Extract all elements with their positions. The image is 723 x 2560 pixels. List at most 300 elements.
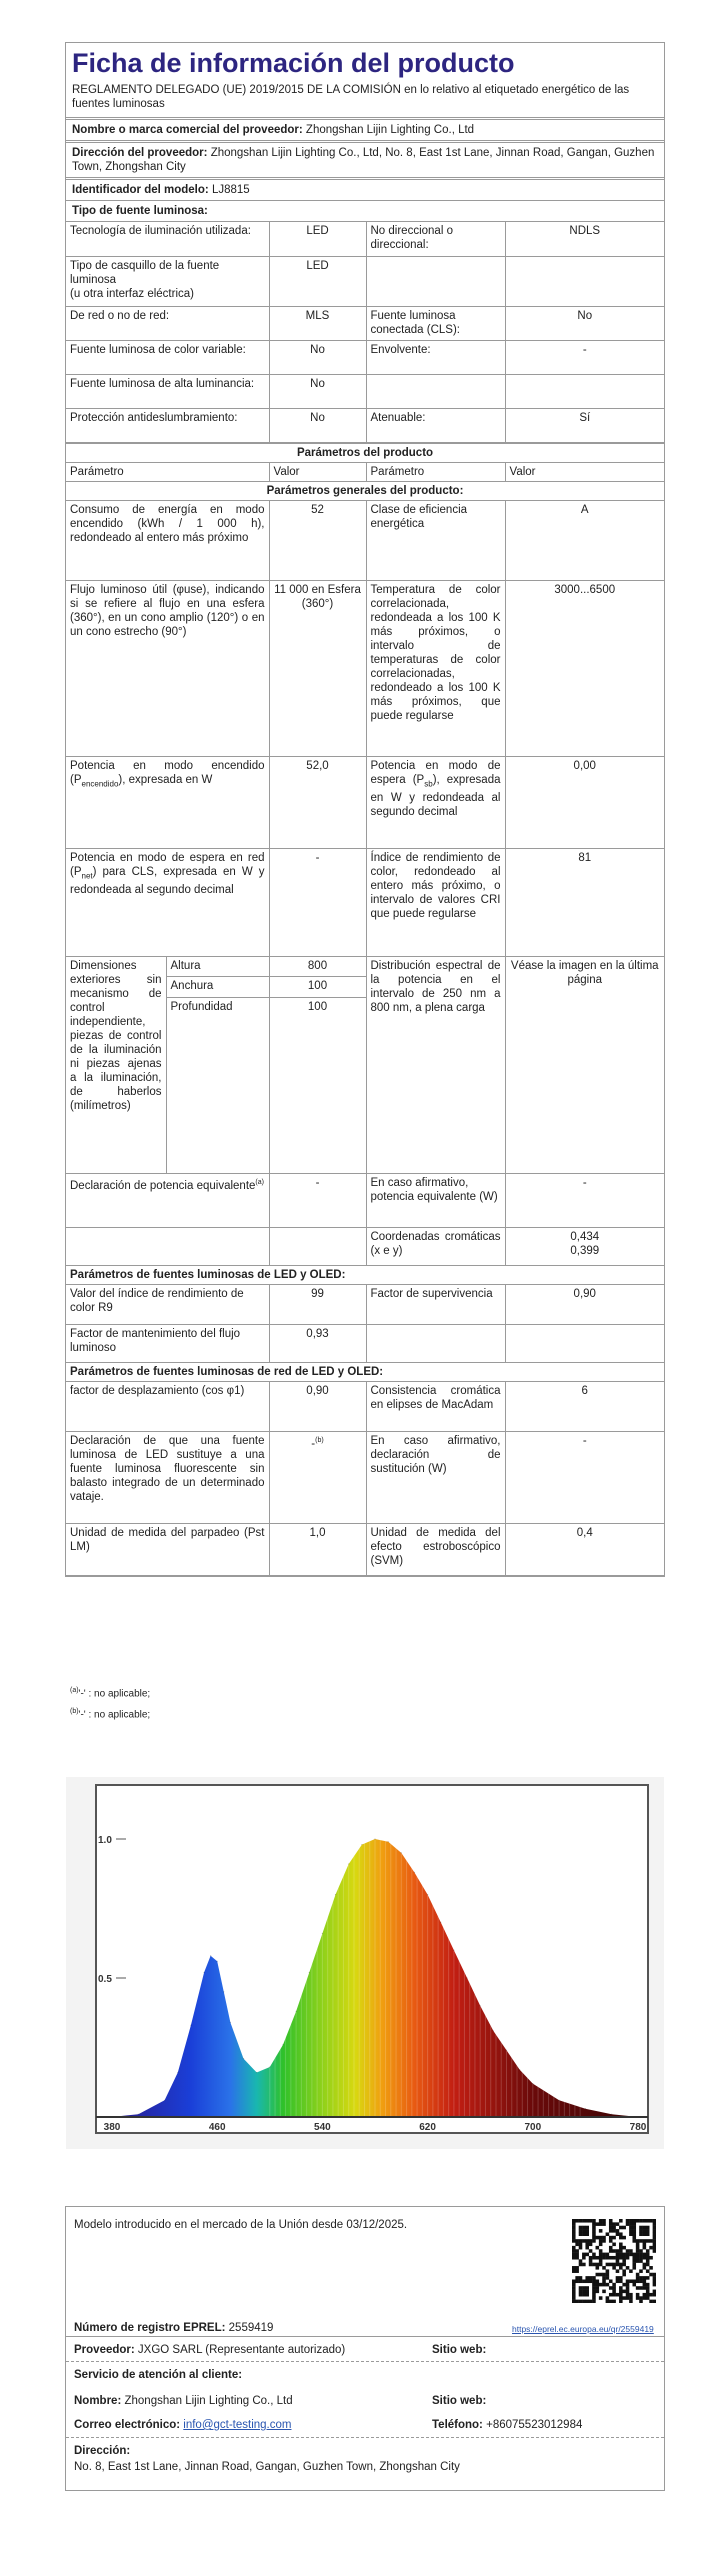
- qr-module: [622, 2273, 626, 2277]
- qr-module: [632, 2239, 636, 2243]
- colour-label: Fuente luminosa de color variable:: [66, 340, 269, 374]
- qr-module: [582, 2232, 586, 2236]
- qr-module: [643, 2226, 647, 2230]
- qr-module: [646, 2226, 650, 2230]
- qr-module: [602, 2276, 606, 2280]
- qr-module: [596, 2273, 600, 2277]
- qr-module: [626, 2290, 630, 2294]
- qr-module: [585, 2246, 589, 2250]
- qr-module: [616, 2249, 620, 2253]
- website-label-2: Sitio web:: [432, 2395, 487, 2407]
- qr-module: [646, 2263, 650, 2267]
- spectrum-point: [401, 1852, 402, 1853]
- qr-module: [572, 2283, 576, 2287]
- qr-module: [622, 2226, 626, 2230]
- qr-module: [585, 2300, 589, 2303]
- qr-module: [599, 2259, 603, 2263]
- qr-module: [596, 2286, 600, 2290]
- qr-module: [646, 2286, 650, 2290]
- address-value: No. 8, East 1st Lane, Jinnan Road, Gangan, Guzhen Town, Zhongshan City: [74, 2461, 460, 2473]
- qr-module: [606, 2296, 610, 2300]
- qr-code-icon[interactable]: [572, 2219, 656, 2303]
- qr-module: [602, 2219, 606, 2223]
- qr-module: [622, 2253, 626, 2257]
- qr-module: [619, 2232, 623, 2236]
- qr-module: [626, 2283, 630, 2287]
- qr-module: [639, 2219, 643, 2223]
- qr-module: [579, 2239, 583, 2243]
- spectrum-point: [440, 1922, 441, 1923]
- energy-label: Consumo de energía en modo encendido (kWh / 1 000 h), redondeado al entero más próximo: [66, 500, 269, 580]
- qr-module: [629, 2293, 633, 2297]
- qr-module: [643, 2276, 647, 2280]
- footnote-b: $^{(b)}$'-' : no aplicable;: [70, 1708, 151, 1721]
- cls-value: No: [505, 306, 664, 340]
- spectrum-point: [243, 2058, 244, 2059]
- qr-module: [639, 2269, 643, 2273]
- qr-module: [572, 2222, 576, 2226]
- provider-label: Proveedor:: [74, 2344, 135, 2356]
- qr-module: [619, 2290, 623, 2294]
- qr-module: [572, 2236, 576, 2240]
- website-label: Sitio web:: [432, 2344, 487, 2356]
- qr-module: [639, 2253, 643, 2257]
- width-label: Anchura: [166, 977, 269, 998]
- qr-module: [616, 2276, 620, 2280]
- qr-module: [643, 2219, 647, 2223]
- qr-module: [616, 2263, 620, 2267]
- cap-value: LED: [269, 256, 366, 306]
- qr-module: [599, 2256, 603, 2260]
- qr-module: [606, 2276, 610, 2280]
- qr-module: [609, 2219, 613, 2223]
- col-param-1: Parámetro: [66, 462, 269, 481]
- qr-module: [632, 2236, 636, 2240]
- qr-module: [619, 2226, 623, 2230]
- email-link[interactable]: info@gct-testing.com: [183, 2419, 292, 2431]
- qr-module: [579, 2300, 583, 2303]
- qr-module: [629, 2219, 633, 2223]
- replacement-watt-label: En caso afirmativo, declaración de sustitución (W): [366, 1431, 505, 1523]
- qr-module: [643, 2256, 647, 2260]
- spectrum-point: [374, 1838, 375, 1839]
- qr-module: [612, 2256, 616, 2260]
- qr-module: [572, 2293, 576, 2297]
- qr-module: [609, 2300, 613, 2303]
- qr-module: [572, 2256, 576, 2260]
- svm-value: 0,4: [505, 1523, 664, 1575]
- spectrum-point: [223, 1991, 224, 1992]
- qr-module: [592, 2236, 596, 2240]
- qr-module: [582, 2286, 586, 2290]
- standby-label: Potencia en modo de espera $(P_{sb})$, expresada en W y redondeada al segundo decimal: [366, 756, 505, 848]
- qr-module: [619, 2243, 623, 2247]
- qr-module: [653, 2226, 656, 2230]
- qr-module: [582, 2226, 586, 2230]
- chroma-y: 0,399: [570, 1244, 600, 1257]
- directional-value: NDLS: [505, 222, 664, 256]
- qr-module: [622, 2283, 626, 2287]
- qr-module: [599, 2243, 603, 2247]
- qr-module: [612, 2263, 616, 2267]
- qr-module: [632, 2226, 636, 2230]
- qr-module: [579, 2259, 583, 2263]
- qr-module: [572, 2249, 576, 2253]
- height-label: Altura: [166, 956, 269, 977]
- qr-module: [599, 2222, 603, 2226]
- glare-value: No: [269, 408, 366, 442]
- qr-module: [592, 2296, 596, 2300]
- qr-module: [646, 2296, 650, 2300]
- qr-module: [649, 2239, 653, 2243]
- high-luminance-label: Fuente luminosa de alta luminancia:: [66, 374, 269, 408]
- spectrum-point: [466, 1977, 467, 1978]
- qr-module: [602, 2222, 606, 2226]
- qr-module: [585, 2276, 589, 2280]
- col-value-2: Valor: [505, 462, 664, 481]
- qr-module: [632, 2253, 636, 2257]
- parameters-heading: Parámetros del producto: [66, 444, 664, 463]
- qr-module: [575, 2219, 579, 2223]
- qr-module: [609, 2293, 613, 2297]
- qr-module: [612, 2283, 616, 2287]
- replacement-value: -$^{(b)}$: [269, 1431, 366, 1523]
- qr-module: [616, 2259, 620, 2263]
- cls-label: Fuente luminosa conectada (CLS):: [366, 306, 505, 340]
- market-text: Modelo introducido en el mercado de la Unión desde 03/12/2025.: [74, 2219, 408, 2231]
- networked-standby-label: Potencia en modo de espera en red $(P_{net})$ para CLS, expresada en W y redondeada al segundo decimal: [66, 848, 269, 956]
- glare-label: Protección antideslumbramiento:: [66, 408, 269, 442]
- eprel-link[interactable]: https://eprel.ec.europa.eu/qr/2559419: [512, 2324, 654, 2334]
- qr-module: [612, 2249, 616, 2253]
- qr-module: [643, 2232, 647, 2236]
- class-label: Clase de eficiencia energética: [366, 500, 505, 580]
- qr-module: [619, 2246, 623, 2250]
- qr-module: [609, 2226, 613, 2230]
- provider-value: JXGO SARL (Representante autorizado): [137, 2344, 346, 2356]
- replacement-label: Declaración de que una fuente luminosa de LED sustituye a una fuente luminosa fluorescente sin balasto integrado de un determinado vataje.: [66, 1431, 269, 1523]
- qr-module: [579, 2286, 583, 2290]
- replacement-watt-value: -: [505, 1431, 664, 1523]
- qr-module: [592, 2232, 596, 2236]
- qr-module: [592, 2239, 596, 2243]
- model-row: [66, 177, 664, 200]
- qr-module: [649, 2300, 653, 2303]
- qr-module: [579, 2279, 583, 2283]
- qr-module: [575, 2300, 579, 2303]
- spectrum-point: [585, 2108, 586, 2109]
- qr-module: [632, 2229, 636, 2233]
- qr-module: [619, 2286, 623, 2290]
- qr-module: [616, 2232, 620, 2236]
- qr-module: [629, 2226, 633, 2230]
- qr-module: [589, 2239, 593, 2243]
- qr-module: [626, 2253, 630, 2257]
- email-row: [74, 2419, 291, 2431]
- qr-module: [579, 2263, 583, 2267]
- qr-module: [643, 2229, 647, 2233]
- qr-module: [636, 2243, 640, 2247]
- qr-module: [646, 2259, 650, 2263]
- equivalent-watt-label: En caso afirmativo, potencia equivalente (W): [366, 1173, 505, 1227]
- qr-module: [639, 2300, 643, 2303]
- qr-module: [629, 2249, 633, 2253]
- qr-module: [602, 2266, 606, 2270]
- qr-module: [646, 2290, 650, 2294]
- qr-module: [602, 2256, 606, 2260]
- qr-module: [649, 2219, 653, 2223]
- qr-module: [653, 2273, 656, 2277]
- spectrum-point: [217, 1961, 218, 1962]
- qr-module: [629, 2229, 633, 2233]
- qr-module: [636, 2239, 640, 2243]
- tech-value: LED: [269, 222, 366, 256]
- qr-module: [643, 2243, 647, 2247]
- qr-module: [572, 2253, 576, 2257]
- chroma-x: 0,434: [570, 1230, 600, 1243]
- qr-module: [626, 2279, 630, 2283]
- spectrum-point: [388, 1841, 389, 1842]
- qr-module: [596, 2283, 600, 2287]
- maintenance-label: Factor de mantenimiento del flujo luminoso: [66, 1324, 269, 1362]
- y-tick-label: 0.5: [98, 1974, 112, 1985]
- qr-module: [589, 2243, 593, 2247]
- x-tick-label: 780: [629, 2122, 647, 2133]
- qr-svg: [572, 2219, 656, 2303]
- qr-module: [592, 2293, 596, 2297]
- qr-module: [639, 2286, 643, 2290]
- qr-module: [646, 2256, 650, 2260]
- qr-module: [619, 2279, 623, 2283]
- spectrum-point: [348, 1863, 349, 1864]
- qr-module: [606, 2273, 610, 2277]
- qr-module: [629, 2222, 633, 2226]
- spectrum-point: [309, 1972, 310, 1973]
- qr-module: [582, 2279, 586, 2283]
- qr-module: [585, 2229, 589, 2233]
- qr-module: [622, 2256, 626, 2260]
- qr-module: [606, 2269, 610, 2273]
- spectrum-point: [322, 1933, 323, 1934]
- qr-module: [646, 2219, 650, 2223]
- supplier-address-value: Zhongshan Lijin Lighting Co., Ltd, No. 8, East 1st Lane, Jinnan Road, Gangan, Guzhen Town, Zhongshan City: [72, 147, 655, 173]
- qr-module: [653, 2229, 656, 2233]
- footnotes: [70, 1682, 660, 1725]
- spectrum-point: [453, 1950, 454, 1951]
- qr-module: [599, 2239, 603, 2243]
- qr-module: [606, 2263, 610, 2267]
- qr-module: [639, 2256, 643, 2260]
- general-parameters-heading: Parámetros generales del producto:: [66, 481, 664, 500]
- equivalent-power-value: -: [269, 1173, 366, 1227]
- qr-module: [636, 2293, 640, 2297]
- spectrum-point: [190, 2025, 191, 2026]
- qr-module: [626, 2286, 630, 2290]
- flicker-value: 1,0: [269, 1523, 366, 1575]
- qr-module: [639, 2226, 643, 2230]
- qr-module: [589, 2276, 593, 2280]
- depth-label: Profundidad: [166, 997, 269, 1173]
- qr-module: [609, 2256, 613, 2260]
- qr-module: [643, 2279, 647, 2283]
- qr-module: [609, 2246, 613, 2250]
- qr-module: [585, 2286, 589, 2290]
- qr-module: [636, 2276, 640, 2280]
- qr-module: [636, 2259, 640, 2263]
- qr-module: [575, 2266, 579, 2270]
- qr-module: [582, 2229, 586, 2233]
- qr-module: [643, 2293, 647, 2297]
- qr-module: [575, 2276, 579, 2280]
- spectrum-point: [269, 2066, 270, 2067]
- qr-module: [572, 2239, 576, 2243]
- model-value: LJ8815: [211, 184, 250, 196]
- spectrum-point: [519, 2069, 520, 2070]
- qr-module: [596, 2236, 600, 2240]
- qr-module: [596, 2246, 600, 2250]
- consistency-value: 6: [505, 1381, 664, 1431]
- qr-module: [582, 2293, 586, 2297]
- regulation-text: REGLAMENTO DELEGADO (UE) 2019/2015 DE LA COMISIÓN en lo relativo al etiquetado energético de las fuentes luminosas: [72, 84, 630, 110]
- qr-module: [622, 2296, 626, 2300]
- cap-label: Tipo de casquillo de la fuente luminosa: [70, 259, 220, 286]
- qr-module: [579, 2219, 583, 2223]
- qr-module: [599, 2219, 603, 2223]
- qr-module: [596, 2290, 600, 2294]
- qr-module: [639, 2249, 643, 2253]
- qr-module: [639, 2229, 643, 2233]
- qr-module: [632, 2266, 636, 2270]
- qr-module: [612, 2229, 616, 2233]
- equivalent-watt-value: -: [505, 1173, 664, 1227]
- qr-module: [585, 2279, 589, 2283]
- spectrum-point: [138, 2114, 139, 2115]
- qr-module: [582, 2253, 586, 2257]
- qr-module: [589, 2256, 593, 2260]
- qr-module: [592, 2229, 596, 2233]
- qr-module: [646, 2283, 650, 2287]
- qr-module: [579, 2246, 583, 2250]
- qr-module: [589, 2300, 593, 2303]
- x-tick-label: 380: [103, 2122, 121, 2133]
- spectrum-point: [282, 2044, 283, 2045]
- qr-module: [653, 2290, 656, 2294]
- qr-module: [643, 2266, 647, 2270]
- dimmable-value: Sí: [505, 408, 664, 442]
- qr-module: [602, 2253, 606, 2257]
- qr-module: [606, 2253, 610, 2257]
- phone-value: +86075523012984: [486, 2419, 583, 2431]
- qr-module: [632, 2232, 636, 2236]
- power-on-value: 52,0: [269, 756, 366, 848]
- col-param-2: Parámetro: [366, 462, 505, 481]
- qr-module: [599, 2273, 603, 2277]
- qr-module: [622, 2259, 626, 2263]
- qr-module: [629, 2253, 633, 2257]
- qr-module: [592, 2290, 596, 2294]
- qr-module: [639, 2232, 643, 2236]
- cct-label: Temperatura de color correlacionada, redondeada a los 100 K más próximos, o intervalo de temperaturas de color correlacionadas, redondeado a los 100 K más próximos, que puede regularse: [366, 580, 505, 756]
- supplier-name-label: Nombre o marca comercial del proveedor:: [72, 124, 303, 136]
- qr-module: [636, 2296, 640, 2300]
- qr-module: [629, 2296, 633, 2300]
- qr-module: [572, 2246, 576, 2250]
- x-tick-label: 540: [314, 2122, 331, 2133]
- qr-module: [619, 2249, 623, 2253]
- qr-module: [606, 2300, 610, 2303]
- product-information-sheet: [65, 42, 665, 1577]
- r9-value: 99: [269, 1284, 366, 1324]
- width-value: 100: [269, 977, 366, 998]
- displacement-value: 0,90: [269, 1381, 366, 1431]
- qr-module: [619, 2300, 623, 2303]
- page-title: Ficha de información del producto: [72, 48, 515, 78]
- qr-module: [579, 2226, 583, 2230]
- flux-label: Flujo luminoso útil (φuse), indicando si se refiere al flujo en una esfera (360°), en un cono amplio (120°) o en un cono estrecho (90°): [66, 580, 269, 756]
- spectrum-point: [203, 1972, 204, 1973]
- qr-module: [582, 2219, 586, 2223]
- qr-module: [585, 2290, 589, 2294]
- qr-module: [622, 2269, 626, 2273]
- standby-value: 0,00: [505, 756, 664, 848]
- qr-module: [572, 2229, 576, 2233]
- spectrum-point: [230, 2022, 231, 2023]
- qr-module: [653, 2283, 656, 2287]
- qr-module: [602, 2290, 606, 2294]
- footnote-a: $^{(a)}$'-' : no aplicable;: [70, 1687, 151, 1700]
- qr-module: [606, 2283, 610, 2287]
- qr-module: [636, 2279, 640, 2283]
- cct-value: 3000...6500: [505, 580, 664, 756]
- qr-module: [626, 2256, 630, 2260]
- qr-module: [626, 2266, 630, 2270]
- flux-value: 11 000 en Esfera (360°): [269, 580, 366, 756]
- qr-module: [585, 2253, 589, 2257]
- qr-module: [632, 2259, 636, 2263]
- qr-module: [636, 2256, 640, 2260]
- r9-label: Valor del índice de rendimiento de color R9: [66, 1284, 269, 1324]
- service-heading: Servicio de atención al cliente:: [74, 2369, 243, 2381]
- qr-module: [646, 2253, 650, 2257]
- qr-module: [582, 2239, 586, 2243]
- qr-module: [643, 2283, 647, 2287]
- qr-module: [599, 2263, 603, 2267]
- qr-module: [609, 2279, 613, 2283]
- chroma-label: Coordenadas cromáticas (x e y): [366, 1227, 505, 1265]
- qr-module: [582, 2290, 586, 2294]
- supplier-address-label: Dirección del proveedor:: [72, 147, 208, 159]
- qr-module: [653, 2300, 656, 2303]
- qr-module: [619, 2293, 623, 2297]
- qr-module: [572, 2290, 576, 2294]
- qr-module: [622, 2236, 626, 2240]
- qr-module: [572, 2300, 576, 2303]
- y-tick-label: 1.0: [98, 1835, 112, 1846]
- qr-module: [606, 2232, 610, 2236]
- qr-module: [592, 2283, 596, 2287]
- qr-module: [616, 2222, 620, 2226]
- qr-module: [643, 2263, 647, 2267]
- model-label: Identificador del modelo:: [72, 184, 209, 196]
- qr-module: [622, 2263, 626, 2267]
- x-tick-label: 460: [208, 2122, 226, 2133]
- colour-value: No: [269, 340, 366, 374]
- qr-module: [609, 2222, 613, 2226]
- qr-module: [585, 2219, 589, 2223]
- spectral-distribution-chart: [66, 1777, 664, 2149]
- qr-module: [592, 2256, 596, 2260]
- qr-module: [575, 2269, 579, 2273]
